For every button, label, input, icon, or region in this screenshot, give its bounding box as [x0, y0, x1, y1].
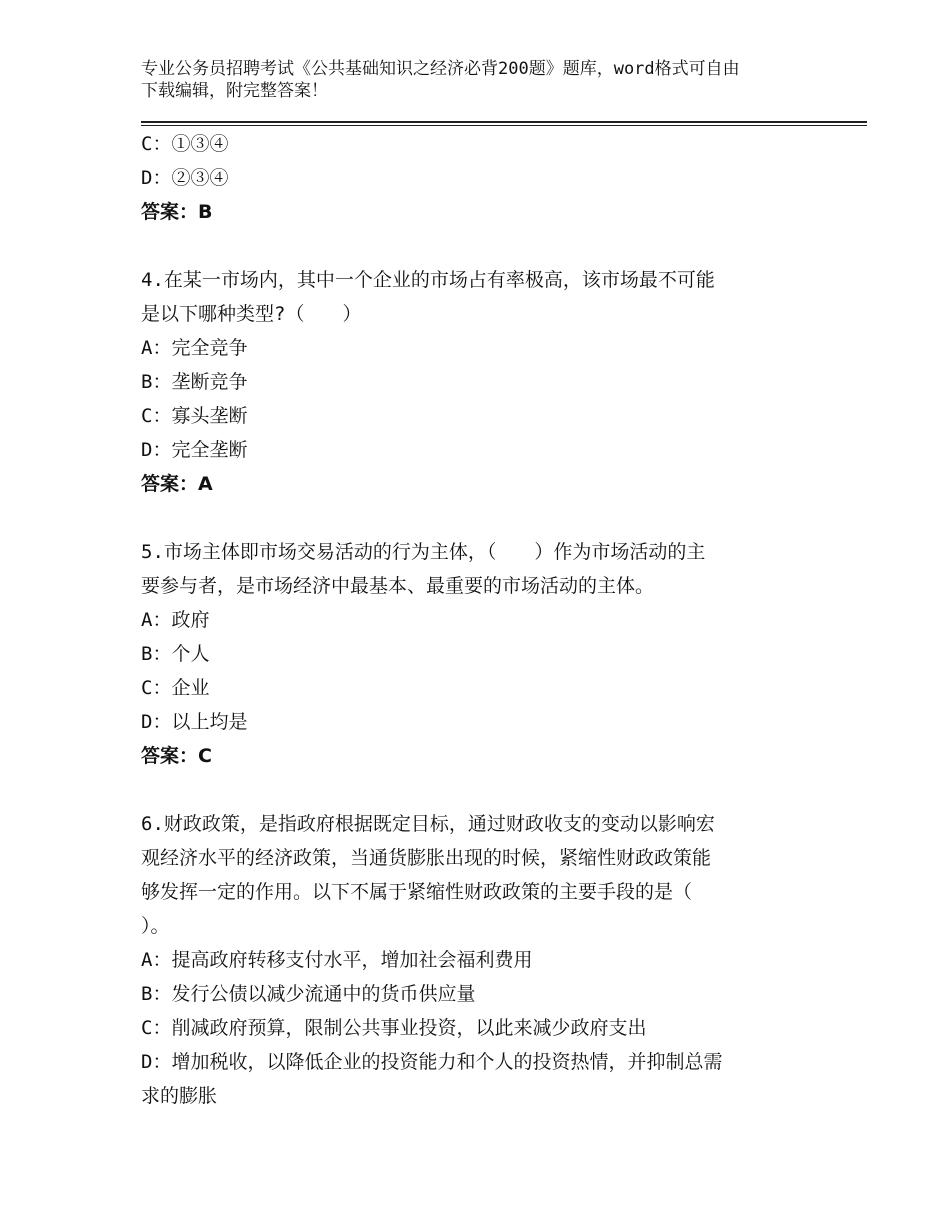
header-line-2: 下载编辑，附完整答案！	[141, 81, 328, 101]
option-b: B：个人	[141, 643, 210, 665]
option-b: B：发行公债以减少流通中的货币供应量	[141, 983, 476, 1005]
spacer	[141, 501, 811, 535]
question-text-line: 6.财政政策，是指政府根据既定目标，通过财政收支的变动以影响宏	[141, 813, 715, 835]
question-3	[141, 127, 811, 229]
header-line-1: 专业公务员招聘考试《公共基础知识之经济必背200题》题库，word格式可自由	[141, 59, 740, 79]
option-d: D：以上均是	[141, 711, 248, 733]
question-4	[141, 263, 811, 501]
option-a: A：完全竞争	[141, 337, 248, 359]
option-c: C：①③④	[141, 133, 229, 155]
header-rule-thin	[141, 125, 867, 126]
answer: 答案：B	[141, 201, 213, 223]
option-c: C：削减政府预算，限制公共事业投资，以此来减少政府支出	[141, 1017, 647, 1039]
option-a: A：政府	[141, 609, 210, 631]
option-c: C：企业	[141, 677, 210, 699]
question-text-line: 4.在某一市场内，其中一个企业的市场占有率极高，该市场最不可能	[141, 269, 715, 291]
option-d: D：增加税收，以降低企业的投资能力和个人的投资热情，并抑制总需	[141, 1051, 723, 1073]
question-text-line: ）。	[141, 915, 170, 937]
question-text-line: 够发挥一定的作用。以下不属于紧缩性财政政策的主要手段的是（	[141, 881, 693, 903]
option-d-continued: 求的膨胀	[141, 1085, 218, 1107]
document-header	[141, 58, 821, 102]
question-list	[141, 127, 811, 1113]
option-d: D：②③④	[141, 167, 229, 189]
question-6	[141, 807, 811, 1113]
spacer	[141, 229, 811, 263]
header-rule-thick	[141, 121, 867, 123]
option-d: D：完全垄断	[141, 439, 248, 461]
question-5	[141, 535, 811, 773]
answer: 答案：C	[141, 745, 212, 767]
question-text-line: 要参与者，是市场经济中最基本、最重要的市场活动的主体。	[141, 575, 655, 597]
option-a: A：提高政府转移支付水平，增加社会福利费用	[141, 949, 533, 971]
answer: 答案：A	[141, 473, 213, 495]
question-text-line: 观经济水平的经济政策，当通货膨胀出现的时候，紧缩性财政政策能	[141, 847, 712, 869]
question-text-line: 是以下哪种类型?（ ）	[141, 303, 362, 325]
spacer	[141, 773, 811, 807]
option-b: B：垄断竞争	[141, 371, 248, 393]
question-text-line: 5.市场主体即市场交易活动的行为主体，（ ）作为市场活动的主	[141, 541, 706, 563]
option-c: C：寡头垄断	[141, 405, 248, 427]
